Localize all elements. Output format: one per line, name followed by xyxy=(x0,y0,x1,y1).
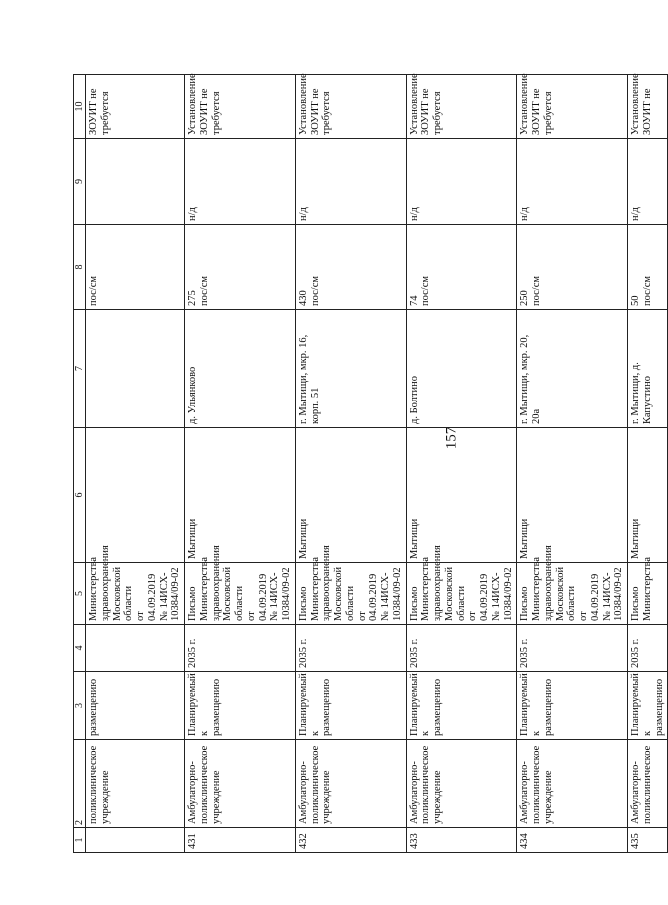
column-header-8: 8 xyxy=(74,225,86,310)
facility-table xyxy=(73,74,668,853)
row-number-cell xyxy=(86,828,185,853)
zone-cell: Установление ЗОУИТ не требуется xyxy=(185,75,296,139)
page-number: 157 xyxy=(443,426,460,450)
status-cell: Планируемый к размещению xyxy=(628,672,668,740)
facility-type-cell: поликлиническое учреждение xyxy=(86,740,185,828)
address-cell xyxy=(86,310,185,428)
capacity-cell: пос/см xyxy=(86,225,185,310)
capacity-cell: 430 пос/см xyxy=(295,225,406,310)
row-number-cell: 431 xyxy=(185,828,296,853)
status-cell: размещению xyxy=(86,672,185,740)
document-cell: Письмо Министерства здравоохранения Московской области от 04.09.2019 № 14ИСХ- 10384/09-02 xyxy=(406,563,517,625)
column-header-4: 4 xyxy=(74,625,86,672)
document-cell: Письмо Министерства здравоохранения Московской области от 04.09.2019 № 14ИСХ- 10384/09-02 xyxy=(517,563,628,625)
table-row xyxy=(517,75,628,853)
address-cell: г. Мытищи, мкр. 16, корп. 51 xyxy=(295,310,406,428)
year-cell: 2035 г. xyxy=(628,625,668,672)
address-cell: г. Мытищи, д. Капустино xyxy=(628,310,668,428)
column-header-9: 9 xyxy=(74,139,86,225)
facility-type-cell: Амбулаторно- поликлиническое учреждение xyxy=(295,740,406,828)
area-cell: н/д xyxy=(628,139,668,225)
capacity-cell: 250 пос/см xyxy=(517,225,628,310)
status-cell: Планируемый к размещению xyxy=(185,672,296,740)
zone-cell: Установление ЗОУИТ не требуется xyxy=(517,75,628,139)
document-cell: Письмо Министерства xyxy=(628,563,668,625)
area-cell: н/д xyxy=(185,139,296,225)
column-header-5: 5 xyxy=(74,563,86,625)
municipality-cell: Мытищи xyxy=(517,428,628,563)
zone-cell: ЗОУИТ не требуется xyxy=(86,75,185,139)
municipality-cell: Мытищи xyxy=(295,428,406,563)
document-cell: Министерства здравоохранения Московской области от 04.09.2019 № 14ИСХ- 10384/09-02 xyxy=(86,563,185,625)
year-cell xyxy=(86,625,185,672)
zone-cell: Установление ЗОУИТ не требуется xyxy=(406,75,517,139)
row-number-cell: 435 xyxy=(628,828,668,853)
row-number-cell: 432 xyxy=(295,828,406,853)
municipality-cell xyxy=(86,428,185,563)
facility-type-cell: Амбулаторно- поликлиническое xyxy=(628,740,668,828)
capacity-cell: 275 пос/см xyxy=(185,225,296,310)
address-cell: г. Мытищи, мкр. 20, 20а xyxy=(517,310,628,428)
column-header-7: 7 xyxy=(74,310,86,428)
status-cell: Планируемый к размещению xyxy=(406,672,517,740)
document-cell: Письмо Министерства здравоохранения Московской области от 04.09.2019 № 14ИСХ- 10384/09-02 xyxy=(185,563,296,625)
column-number-header-row xyxy=(74,75,86,853)
municipality-cell: Мытищи xyxy=(185,428,296,563)
table-row xyxy=(86,75,185,853)
year-cell: 2035 г. xyxy=(295,625,406,672)
rotated-table-container xyxy=(73,73,665,853)
capacity-cell: 74 пос/см xyxy=(406,225,517,310)
column-header-1: 1 xyxy=(74,828,86,853)
municipality-cell: Мытищи xyxy=(406,428,517,563)
column-header-10: 10 xyxy=(74,75,86,139)
year-cell: 2035 г. xyxy=(406,625,517,672)
capacity-cell: 50 пос/см xyxy=(628,225,668,310)
column-header-2: 2 xyxy=(74,740,86,828)
status-cell: Планируемый к размещению xyxy=(295,672,406,740)
area-cell: н/д xyxy=(406,139,517,225)
municipality-cell: Мытищи xyxy=(628,428,668,563)
area-cell: н/д xyxy=(295,139,406,225)
area-cell: н/д xyxy=(517,139,628,225)
row-number-cell: 434 xyxy=(517,828,628,853)
year-cell: 2035 г. xyxy=(185,625,296,672)
table-row xyxy=(628,75,668,853)
zone-cell: Установление ЗОУИТ не xyxy=(628,75,668,139)
facility-type-cell: Амбулаторно- поликлиническое учреждение xyxy=(185,740,296,828)
column-header-3: 3 xyxy=(74,672,86,740)
table-row xyxy=(185,75,296,853)
document-cell: Письмо Министерства здравоохранения Московской области от 04.09.2019 № 14ИСХ- 10384/09-02 xyxy=(295,563,406,625)
address-cell: д. Ульянково xyxy=(185,310,296,428)
table-row xyxy=(295,75,406,853)
status-cell: Планируемый к размещению xyxy=(517,672,628,740)
zone-cell: Установление ЗОУИТ не требуется xyxy=(295,75,406,139)
facility-type-cell: Амбулаторно- поликлиническое учреждение xyxy=(406,740,517,828)
area-cell xyxy=(86,139,185,225)
table-row xyxy=(406,75,517,853)
column-header-6: 6 xyxy=(74,428,86,563)
row-number-cell: 433 xyxy=(406,828,517,853)
facility-type-cell: Амбулаторно- поликлиническое учреждение xyxy=(517,740,628,828)
address-cell: д. Болтино xyxy=(406,310,517,428)
year-cell: 2035 г. xyxy=(517,625,628,672)
